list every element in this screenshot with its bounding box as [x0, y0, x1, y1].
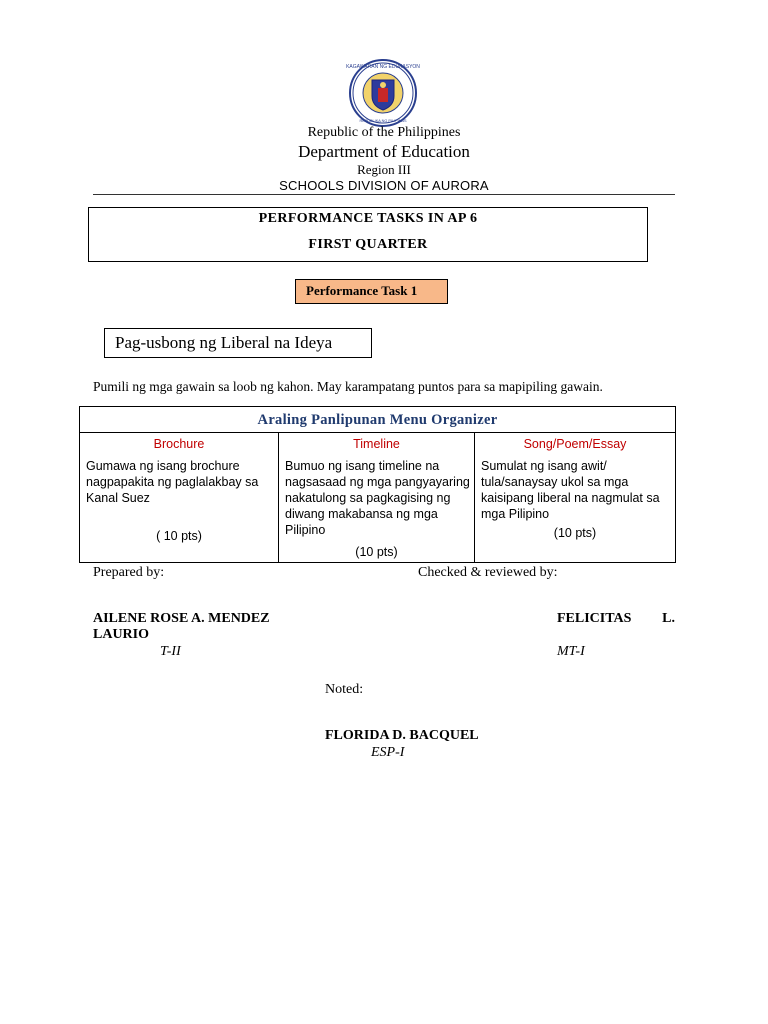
column-points: (10 pts) [355, 545, 398, 559]
quarter-title: FIRST QUARTER [308, 237, 428, 252]
deped-seal-logo [342, 58, 424, 128]
column-description: Sumulat ng isang awit/ tula/sanaysay ukol sa mga kaisipang liberal na nagmulat sa mga Pilipino [481, 459, 660, 521]
republic-heading: Republic of the Philippines [307, 125, 461, 140]
prepared-by-label: Prepared by: [93, 565, 165, 580]
column-heading: Timeline [353, 437, 400, 451]
column-description: Bumuo ng isang timeline na nagsasaad ng mga pangyayaring nakatulong sa pagkagising ng diwang makabansa ng mga Pilipino [285, 459, 470, 537]
menu-organizer-header: Araling Panlipunan Menu Organizer [80, 407, 675, 433]
menu-organizer-table [79, 406, 676, 563]
column-heading: Brochure [153, 437, 205, 451]
checker-position: MT-I [557, 644, 585, 659]
menu-column-timeline [279, 432, 475, 562]
column-points: (10 pts) [553, 526, 597, 540]
preparer-position: T-II [160, 644, 181, 659]
header-divider [93, 194, 675, 195]
department-heading: Department of Education [298, 142, 470, 161]
preparer-name-continued: LAURIO [93, 627, 150, 642]
noter-position: ESP-I [371, 745, 405, 760]
division-heading: SCHOOLS DIVISION OF AURORA [279, 178, 489, 193]
column-points: ( 10 pts) [156, 529, 202, 543]
column-description: Gumawa ng isang brochure nagpapakita ng paglalakbay sa Kanal Suez [86, 459, 259, 505]
seal-outer-text: KAGAWARAN NG EDUKASYON [346, 64, 420, 70]
column-heading: Song/Poem/Essay [523, 437, 627, 451]
menu-column-song-poem-essay [475, 432, 675, 562]
menu-column-brochure [80, 432, 279, 562]
noter-name: FLORIDA D. BACQUEL [325, 728, 479, 743]
preparer-name: AILENE ROSE A. MENDEZ [93, 611, 270, 626]
instruction-text: Pumili ng mga gawain sa loob ng kahon. May karampatang puntos para sa mapipiling gawain. [93, 379, 603, 394]
checker-name: FELICITAS L. [557, 611, 675, 626]
performance-task-badge: Performance Task 1 [295, 279, 448, 304]
document-title: PERFORMANCE TASKS IN AP 6 [258, 211, 478, 226]
noted-label: Noted: [325, 682, 364, 697]
seal-inner-text: REPUBLIKA NG PILIPINAS [359, 119, 407, 123]
topic-box: Pag-usbong ng Liberal na Ideya [104, 328, 372, 358]
region-heading: Region III [357, 162, 411, 177]
checked-by-label: Checked & reviewed by: [418, 565, 558, 580]
